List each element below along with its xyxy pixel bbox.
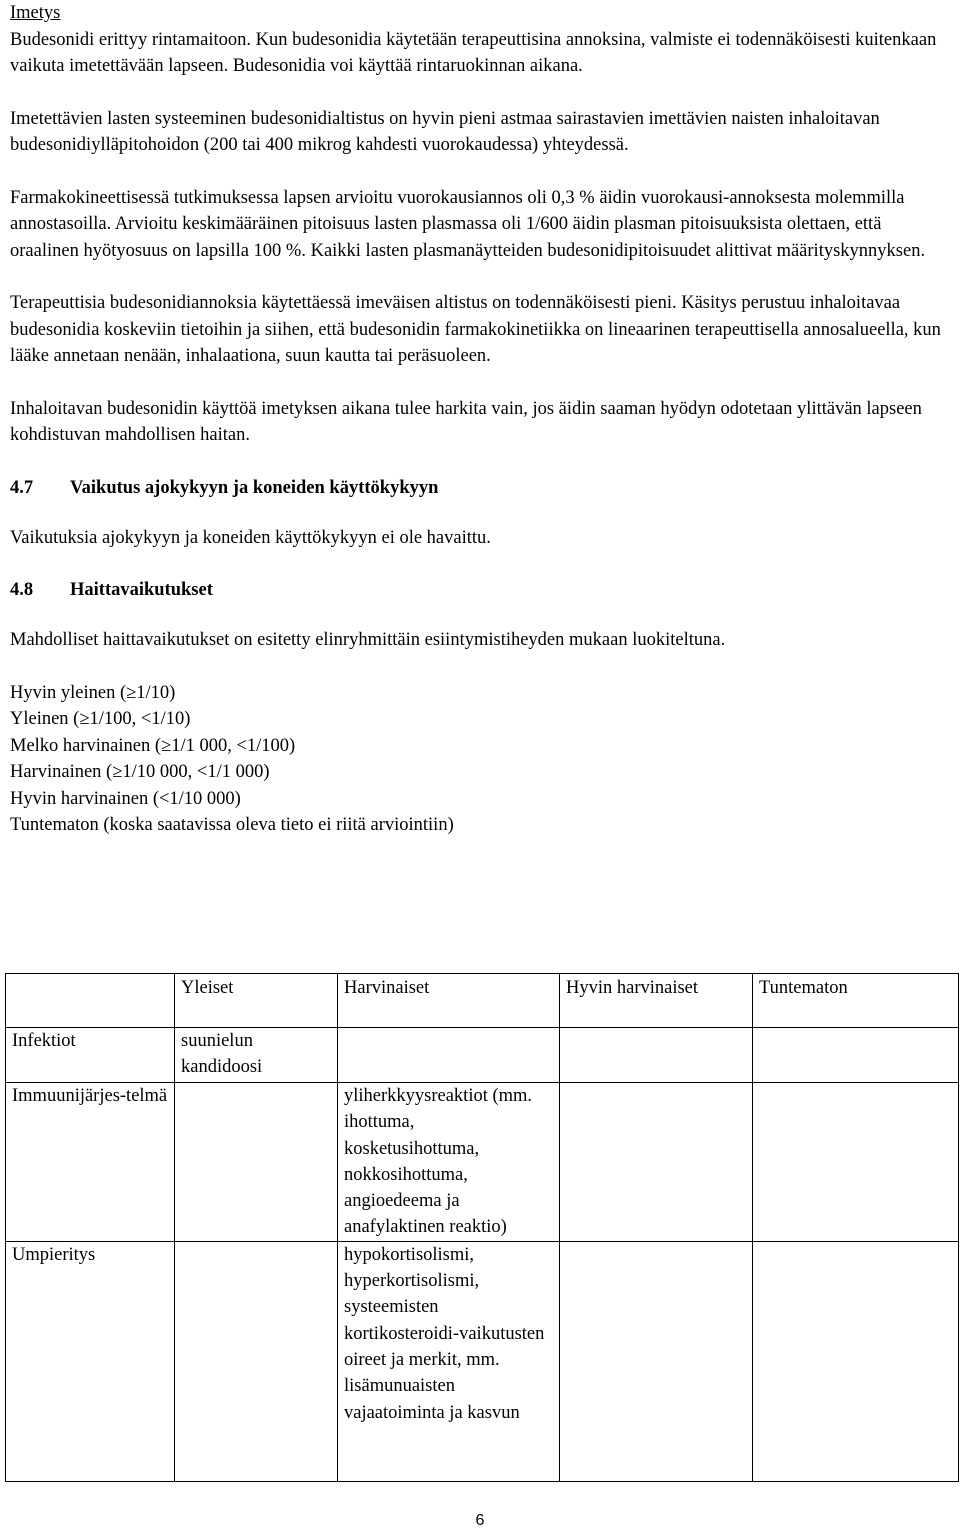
page-number: 6 <box>475 1512 485 1529</box>
section-4-8-heading <box>10 577 950 603</box>
table-cell <box>560 1083 753 1242</box>
table-header-cell: Hyvin harvinaiset <box>560 974 753 1028</box>
table-cell <box>753 1083 959 1242</box>
frequency-item: Tuntematon (koska saatavissa oleva tieto ei riitä arviointiin) <box>10 815 454 835</box>
breastfeeding-paragraph-5: Inhaloitavan budesonidin käyttöä imetyksen aikana tulee harkita vain, jos äidin saaman hyödyn odotetaan ylittävän lapseen kohdistuvan mahdollisen haitan. <box>10 398 922 445</box>
breastfeeding-paragraph-3: Farmakokineettisessä tutkimuksessa lapsen arvioitu vuorokausiannos oli 0,3 % äidin vuorokausi-annoksesta molemmilla annostasoilla. Arvioitu keskimääräinen pitoisuus lasten plasmassa oli 1/600 äidin plasman pitoisuuksista olettaen, että oraalinen hyötyosuus on lapsilla 100 %. Kaikki lasten plasmanäytteiden budesonidipitoisuudet alittivat määrityskynnyksen. <box>10 187 926 261</box>
section-title: Vaikutus ajokykyyn ja koneiden käyttökykyyn <box>70 477 439 498</box>
table-row <box>6 1241 959 1481</box>
table-cell: Immuunijärjes-telmä <box>6 1083 175 1242</box>
table-header-cell <box>6 974 175 1028</box>
table-cell: hypokortisolismi, hyperkortisolismi, systeemisten kortikosteroidi-vaikutusten oireet ja merkit, mm. lisämunuaisten vajaatoiminta ja kasvun <box>338 1241 560 1481</box>
breastfeeding-paragraph-1: Budesonidi erittyy rintamaitoon. Kun budesonidia käytetään terapeuttisina annoksina, valmiste ei todennäköisesti kuitenkaan vaikuta imetettävään lapseen. Budesonidia voi käyttää rintaruokinnan aikana. <box>10 29 937 76</box>
table-cell <box>753 1241 959 1481</box>
breastfeeding-paragraph-4: Terapeuttisia budesonidiannoksia käytettäessä imeväisen altistus on todennäköisesti pieni. Käsitys perustuu inhaloitavaa budesonidia koskeviin tietoihin ja siihen, että budesonidin farmakokinetiikka on lineaarinen terapeuttisella annosalueella, kun lääke annetaan nenään, inhalaationa, suun kautta tai peräsuoleen. <box>10 293 941 366</box>
table-cell <box>338 1028 560 1083</box>
table-cell <box>175 1241 338 1481</box>
table-row <box>6 1028 959 1083</box>
breastfeeding-heading: Imetys <box>10 3 61 23</box>
table-cell: yliherkkyysreaktiot (mm. ihottuma, kosketusihottuma, nokkosihottuma, angioedeema ja anafylaktinen reaktio) <box>338 1083 560 1242</box>
breastfeeding-paragraph-2: Imetettävien lasten systeeminen budesonidialtistus on hyvin pieni astmaa sairastavien imettävien naisten inhaloitavan budesonidiylläpitohoidon (200 tai 400 mikrog kahdesti vuorokaudessa) yhteydessä. <box>10 108 880 155</box>
table-header-cell: Yleiset <box>175 974 338 1028</box>
frequency-item: Hyvin harvinainen (<1/10 000) <box>10 788 241 809</box>
table-cell: Umpieritys <box>6 1241 175 1481</box>
section-title: Haittavaikutukset <box>70 580 213 600</box>
table-cell: suunielun kandidoosi <box>175 1028 338 1083</box>
section-number: 4.7 <box>10 477 34 498</box>
frequency-list <box>10 680 950 839</box>
frequency-item: Harvinainen (≥1/10 000, <1/1 000) <box>10 762 270 782</box>
table-header-cell: Tuntematon <box>753 974 959 1028</box>
table-cell <box>753 1028 959 1083</box>
section-4-8-intro: Mahdolliset haittavaikutukset on esitetty elinryhmittäin esiintymistiheyden mukaan luokiteltuna. <box>10 630 726 650</box>
table-row <box>6 1083 959 1242</box>
table-cell: Infektiot <box>6 1028 175 1083</box>
frequency-item: Hyvin yleinen (≥1/10) <box>10 682 176 703</box>
document-page <box>10 0 950 839</box>
frequency-item: Yleinen (≥1/100, <1/10) <box>10 709 191 729</box>
table-cell <box>560 1241 753 1481</box>
section-number: 4.8 <box>10 580 34 600</box>
table-header-cell: Harvinaiset <box>338 974 560 1028</box>
adverse-effects-table <box>5 973 959 1482</box>
section-4-7-heading <box>10 475 950 501</box>
section-4-7-text: Vaikutuksia ajokykyyn ja koneiden käyttökykyyn ei ole havaittu. <box>10 527 491 548</box>
frequency-item: Melko harvinainen (≥1/1 000, <1/100) <box>10 735 296 756</box>
table-cell <box>175 1083 338 1242</box>
table-cell <box>560 1028 753 1083</box>
table-header-row <box>6 974 959 1028</box>
